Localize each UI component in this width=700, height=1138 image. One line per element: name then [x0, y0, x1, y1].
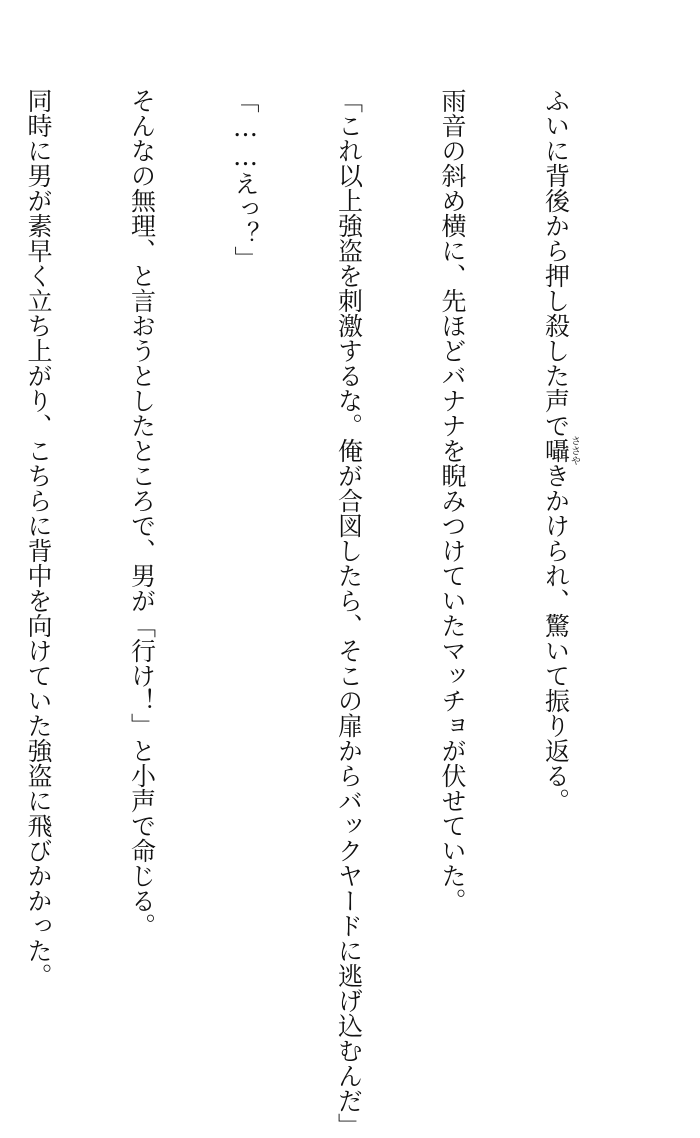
- line-1-post: きかけられ、驚いて振り返る。: [541, 463, 571, 813]
- text-line-6: 同時に男が素早く立ち上がり、こちらに背中を向けていた強盗に飛びかかった。: [24, 88, 53, 988]
- vertical-text-body: [24, 88, 648, 1138]
- ruby-reading-sasayaki: ささや: [568, 435, 580, 466]
- text-line-5: そんなの無理、と言おうとしたところで、男が「行け！」と小声で命じる。: [127, 88, 157, 938]
- ruby-sasayaki: [541, 435, 580, 466]
- text-line-4: 「……えっ？」: [231, 88, 260, 271]
- text-line-1: [538, 88, 579, 968]
- text-line-3: 「これ以上強盗を刺激するな。俺が合図したら、そこの扉からバックヤードに逃げ込むんだ」: [334, 88, 364, 1138]
- line-1-pre: ふいに背後から押し殺した声で: [541, 88, 571, 438]
- text-line-2: 雨音の斜め横に、先ほどバナナを睨みつけていたマッチョが伏せていた。: [438, 88, 467, 913]
- ruby-base-sasayaki: 囁: [541, 435, 571, 466]
